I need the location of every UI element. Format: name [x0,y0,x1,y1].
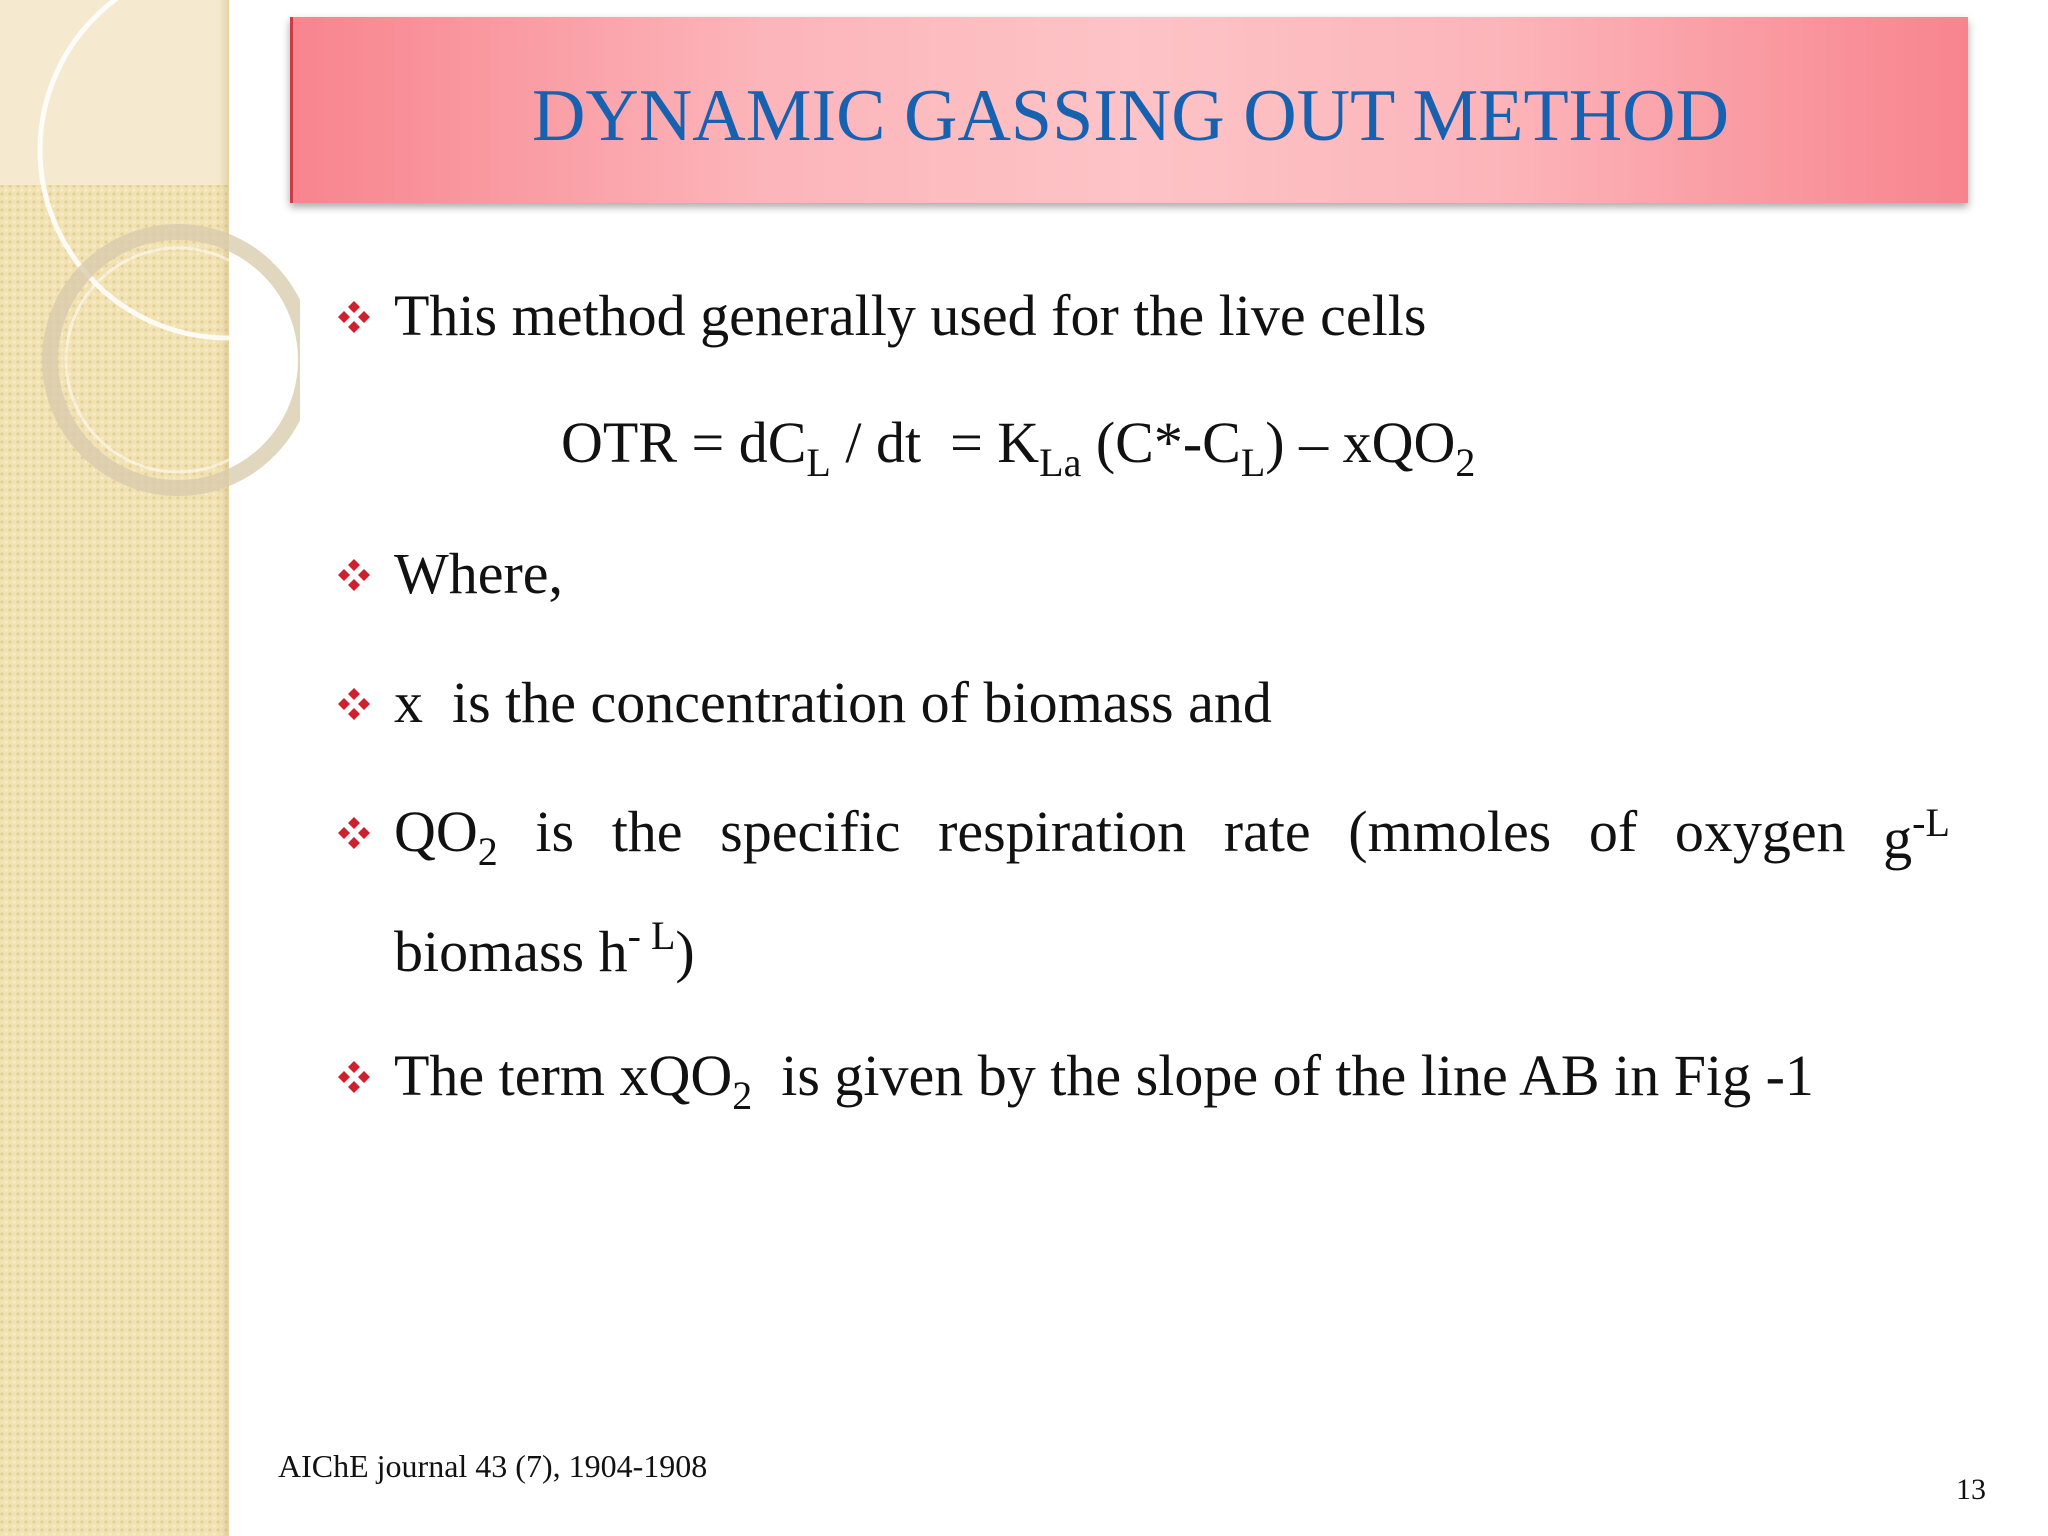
bullet-text: This method generally used for the live cells [394,283,1427,348]
formula-part: / dt = K [830,410,1040,475]
word: of [1588,799,1638,864]
bullet-4-line-1 [394,799,1950,874]
page-number: 13 [1956,1473,1986,1506]
unit-text: g [1883,806,1913,871]
word: the [611,799,683,864]
bullet-text: x is the concentration of biomass and [394,670,1272,735]
word: specific [720,799,901,864]
otr-formula [561,410,1476,485]
qo-subscript: 2 [477,829,498,874]
formula-part: ) – xQO [1265,410,1456,475]
diamond-bullet-icon [336,815,372,851]
bullet-4-line-2 [394,913,695,984]
diamond-bullet-icon [336,557,372,593]
bullet-5-part: is given by the slope of the line AB in Fig -1 [752,1043,1814,1108]
word: respiration [938,799,1187,864]
formula-part: OTR = dC [561,410,807,475]
qo2-term [394,799,498,874]
word: rate [1223,799,1311,864]
unit-superscript: -L [1912,800,1950,845]
word: (mmoles [1348,799,1552,864]
bullet-5-part: The term xQO [394,1043,733,1108]
title-banner [290,17,1968,203]
decorative-rings [0,0,300,520]
word: oxygen [1674,799,1846,864]
qo-text: QO [394,799,478,864]
continuation-text: biomass h [394,919,628,984]
reference-footnote: AIChE journal 43 (7), 1904-1908 [278,1448,708,1484]
slide-title: DYNAMIC GASSING OUT METHOD [531,75,1730,157]
formula-subscript: La [1039,440,1082,485]
word: is [535,799,575,864]
formula-subscript: 2 [1455,440,1476,485]
unit-term [1883,800,1950,872]
formula-subscript: L [806,440,831,485]
bullet-text [394,1043,1814,1118]
continuation-end: ) [675,919,695,984]
formula-part: (C*-C [1081,410,1241,475]
ring-medium-inner [66,248,290,472]
formula-subscript: L [1240,440,1266,485]
continuation-superscript: - L [627,913,676,958]
bullet-text: Where, [394,541,564,606]
ring-medium [50,232,300,488]
bullet-5-subscript: 2 [732,1073,753,1118]
diamond-bullet-icon [336,686,372,722]
diamond-bullet-icon [336,1059,372,1095]
diamond-bullet-icon [336,299,372,335]
